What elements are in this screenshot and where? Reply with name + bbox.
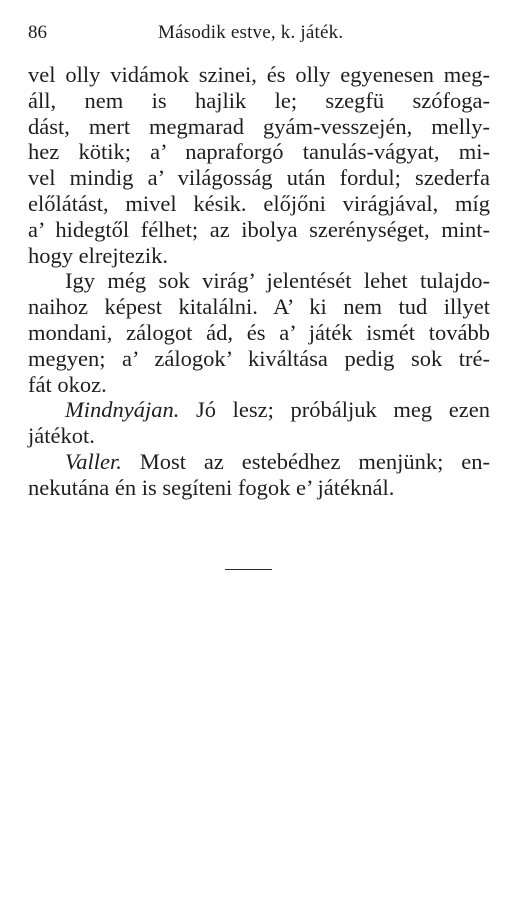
dialogue-line	[28, 397, 490, 423]
text-line: megyen; a’ zálogok’ kiváltása pedig sok tré-	[28, 345, 490, 371]
text-line: mondani, zálogot ád, és a’ játék ismét tovább	[28, 319, 490, 345]
text-line: áll, nem is hajlik le; szegfü szófoga-	[28, 87, 490, 113]
section-divider	[225, 569, 272, 570]
dialogue-text: Jó lesz; próbáljuk meg ezen	[196, 397, 491, 423]
text-line: Igy még sok virág’ jelentését lehet tulajdo-	[65, 268, 490, 294]
text-line: vel mindig a’ világosság után fordul; szederfa	[28, 165, 490, 191]
text-line: dást, mert megmarad gyám-vesszején, melly-	[28, 113, 490, 139]
text-line: hez kötik; a’ napraforgó tanulás-vágyat, mi-	[28, 139, 490, 165]
text-line: előlátást, mivel késik. előjőni virágjával, míg	[28, 190, 490, 216]
dialogue-text: Most az estebédhez menjünk; en-	[139, 448, 490, 474]
running-head: Második estve, k. játék.	[158, 22, 344, 43]
text-line: játékot.	[28, 423, 95, 449]
text-line: a’ hidegtől félhet; az ibolya szerénységet, mint-	[28, 216, 490, 242]
dialogue-line	[28, 449, 490, 475]
page-number: 86	[28, 22, 47, 43]
page-header	[28, 22, 496, 48]
text-line: naihoz képest kitalálni. A’ ki nem tud illyet	[28, 294, 490, 320]
speaker-name: Mindnyájan.	[65, 397, 180, 423]
body-text	[28, 62, 490, 501]
text-line: hogy elrejtezik.	[28, 242, 168, 268]
text-line: fát okoz.	[28, 371, 107, 397]
speaker-name: Valler.	[65, 448, 122, 474]
text-line: nekutána én is segíteni fogok e’ játéknál.	[28, 474, 395, 500]
text-line: vel olly vidámok szinei, és olly egyenesen meg-	[28, 62, 490, 87]
